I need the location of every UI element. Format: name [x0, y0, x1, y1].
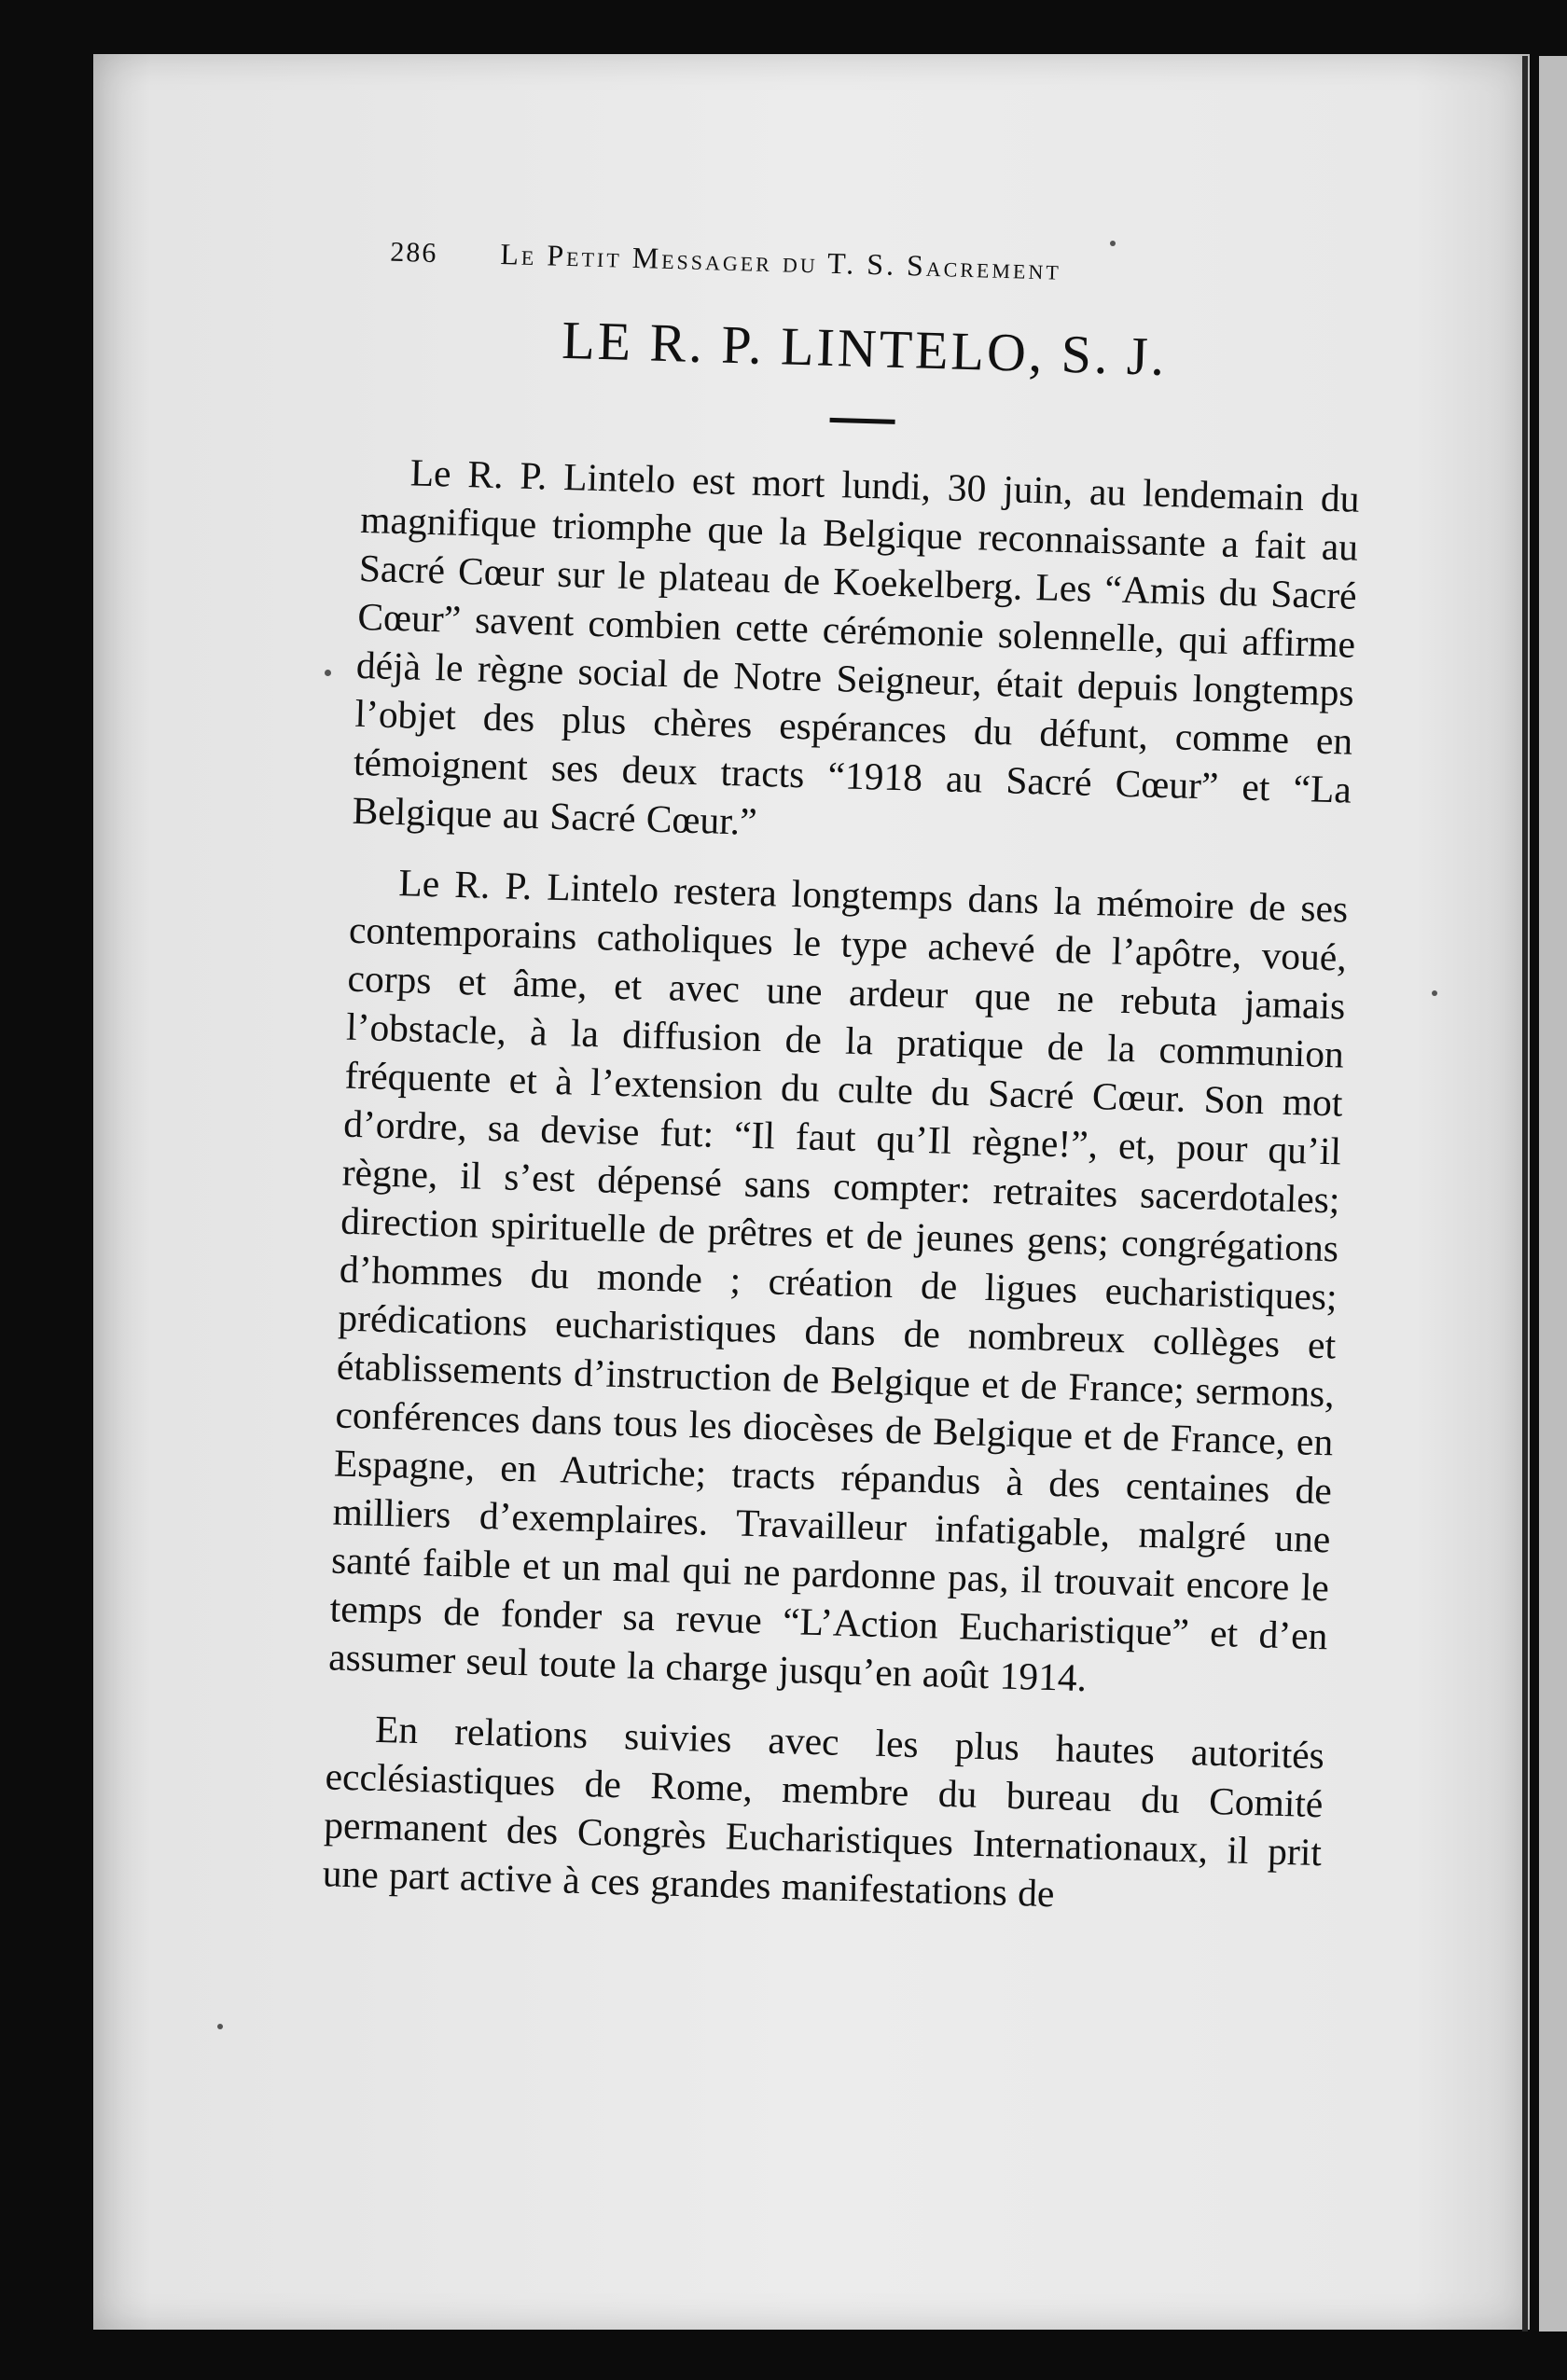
book-spine-edge: [1522, 56, 1528, 2332]
paragraph-3: En relations suivies avec les plus hautes autorités ecclésiastiques de Rome, membre du bureau du Comité permanent des Congrès Eucharistiques Internationaux, il prit une part active à ces grandes manifestations de: [322, 1707, 1325, 1916]
page-number: 286: [389, 236, 438, 270]
paragraph-2: Le R. P. Lintelo restera longtemps dans la mémoire de ses contemporains catholiques le type achevé de l’apôtre, voué, corps et âme, et avec une ardeur que ne rebuta jamais l’obstacle, à la diffusion de la pratique de la communion fréquente et à l’extension du culte du Sacré Cœur. Son mot d’ordre, sa devise fut: “Il faut qu’Il règne!”, et, pour qu’il règne, il s’est dépensé sans compter: retraites sacerdotales; direction spirituelle de prêtres et de jeunes gens; congrégations d’hommes du monde ; création de ligues eucharistiques; prédications eucharistiques dans de nombreux collèges et établissements d’instruction de Belgique et de France; sermons, conférences dans tous les diocèses de Belgique et de France, en Espagne, en Autriche; tracts répandus à des centaines de milliers d’exemplaires. Travailleur infatigable, malgré une santé faible et un mal qui ne pardonne pas, il trouvait encore le temps de fonder sa revue “L’Action Eucharistique” et d’en assumer seul toute la charge jusqu’en août 1914.: [327, 861, 1349, 1700]
facing-page-edge: [1539, 56, 1567, 2332]
paragraph-1: Le R. P. Lintelo est mort lundi, 30 juin, au lendemain du magnifique triomphe que la Belgique reconnaissante a fait au Sacré Cœur sur le plateau de Koekelberg. Les “Amis du Sacré Cœur” savent combien cette cérémonie solennelle, qui affirme déjà le règne social de Notre Seigneur, était depuis longtemps l’objet des plus chères espérances du défunt, comme en témoignent ses deux tracts “1918 au Sacré Cœur” et “La Belgique au Sacré Cœur.”: [352, 450, 1361, 843]
scan-speck: [217, 2024, 223, 2029]
page-content: [316, 233, 1366, 2125]
scan-speck: [325, 670, 331, 676]
title-rule: [830, 418, 895, 424]
running-title: Le Petit Messager du T. S. Sacrement: [499, 236, 1062, 286]
scan-speck: [1432, 990, 1437, 996]
scan-speck: [1110, 241, 1116, 246]
article-title: LE R. P. LINTELO, S. J.: [561, 309, 1169, 387]
